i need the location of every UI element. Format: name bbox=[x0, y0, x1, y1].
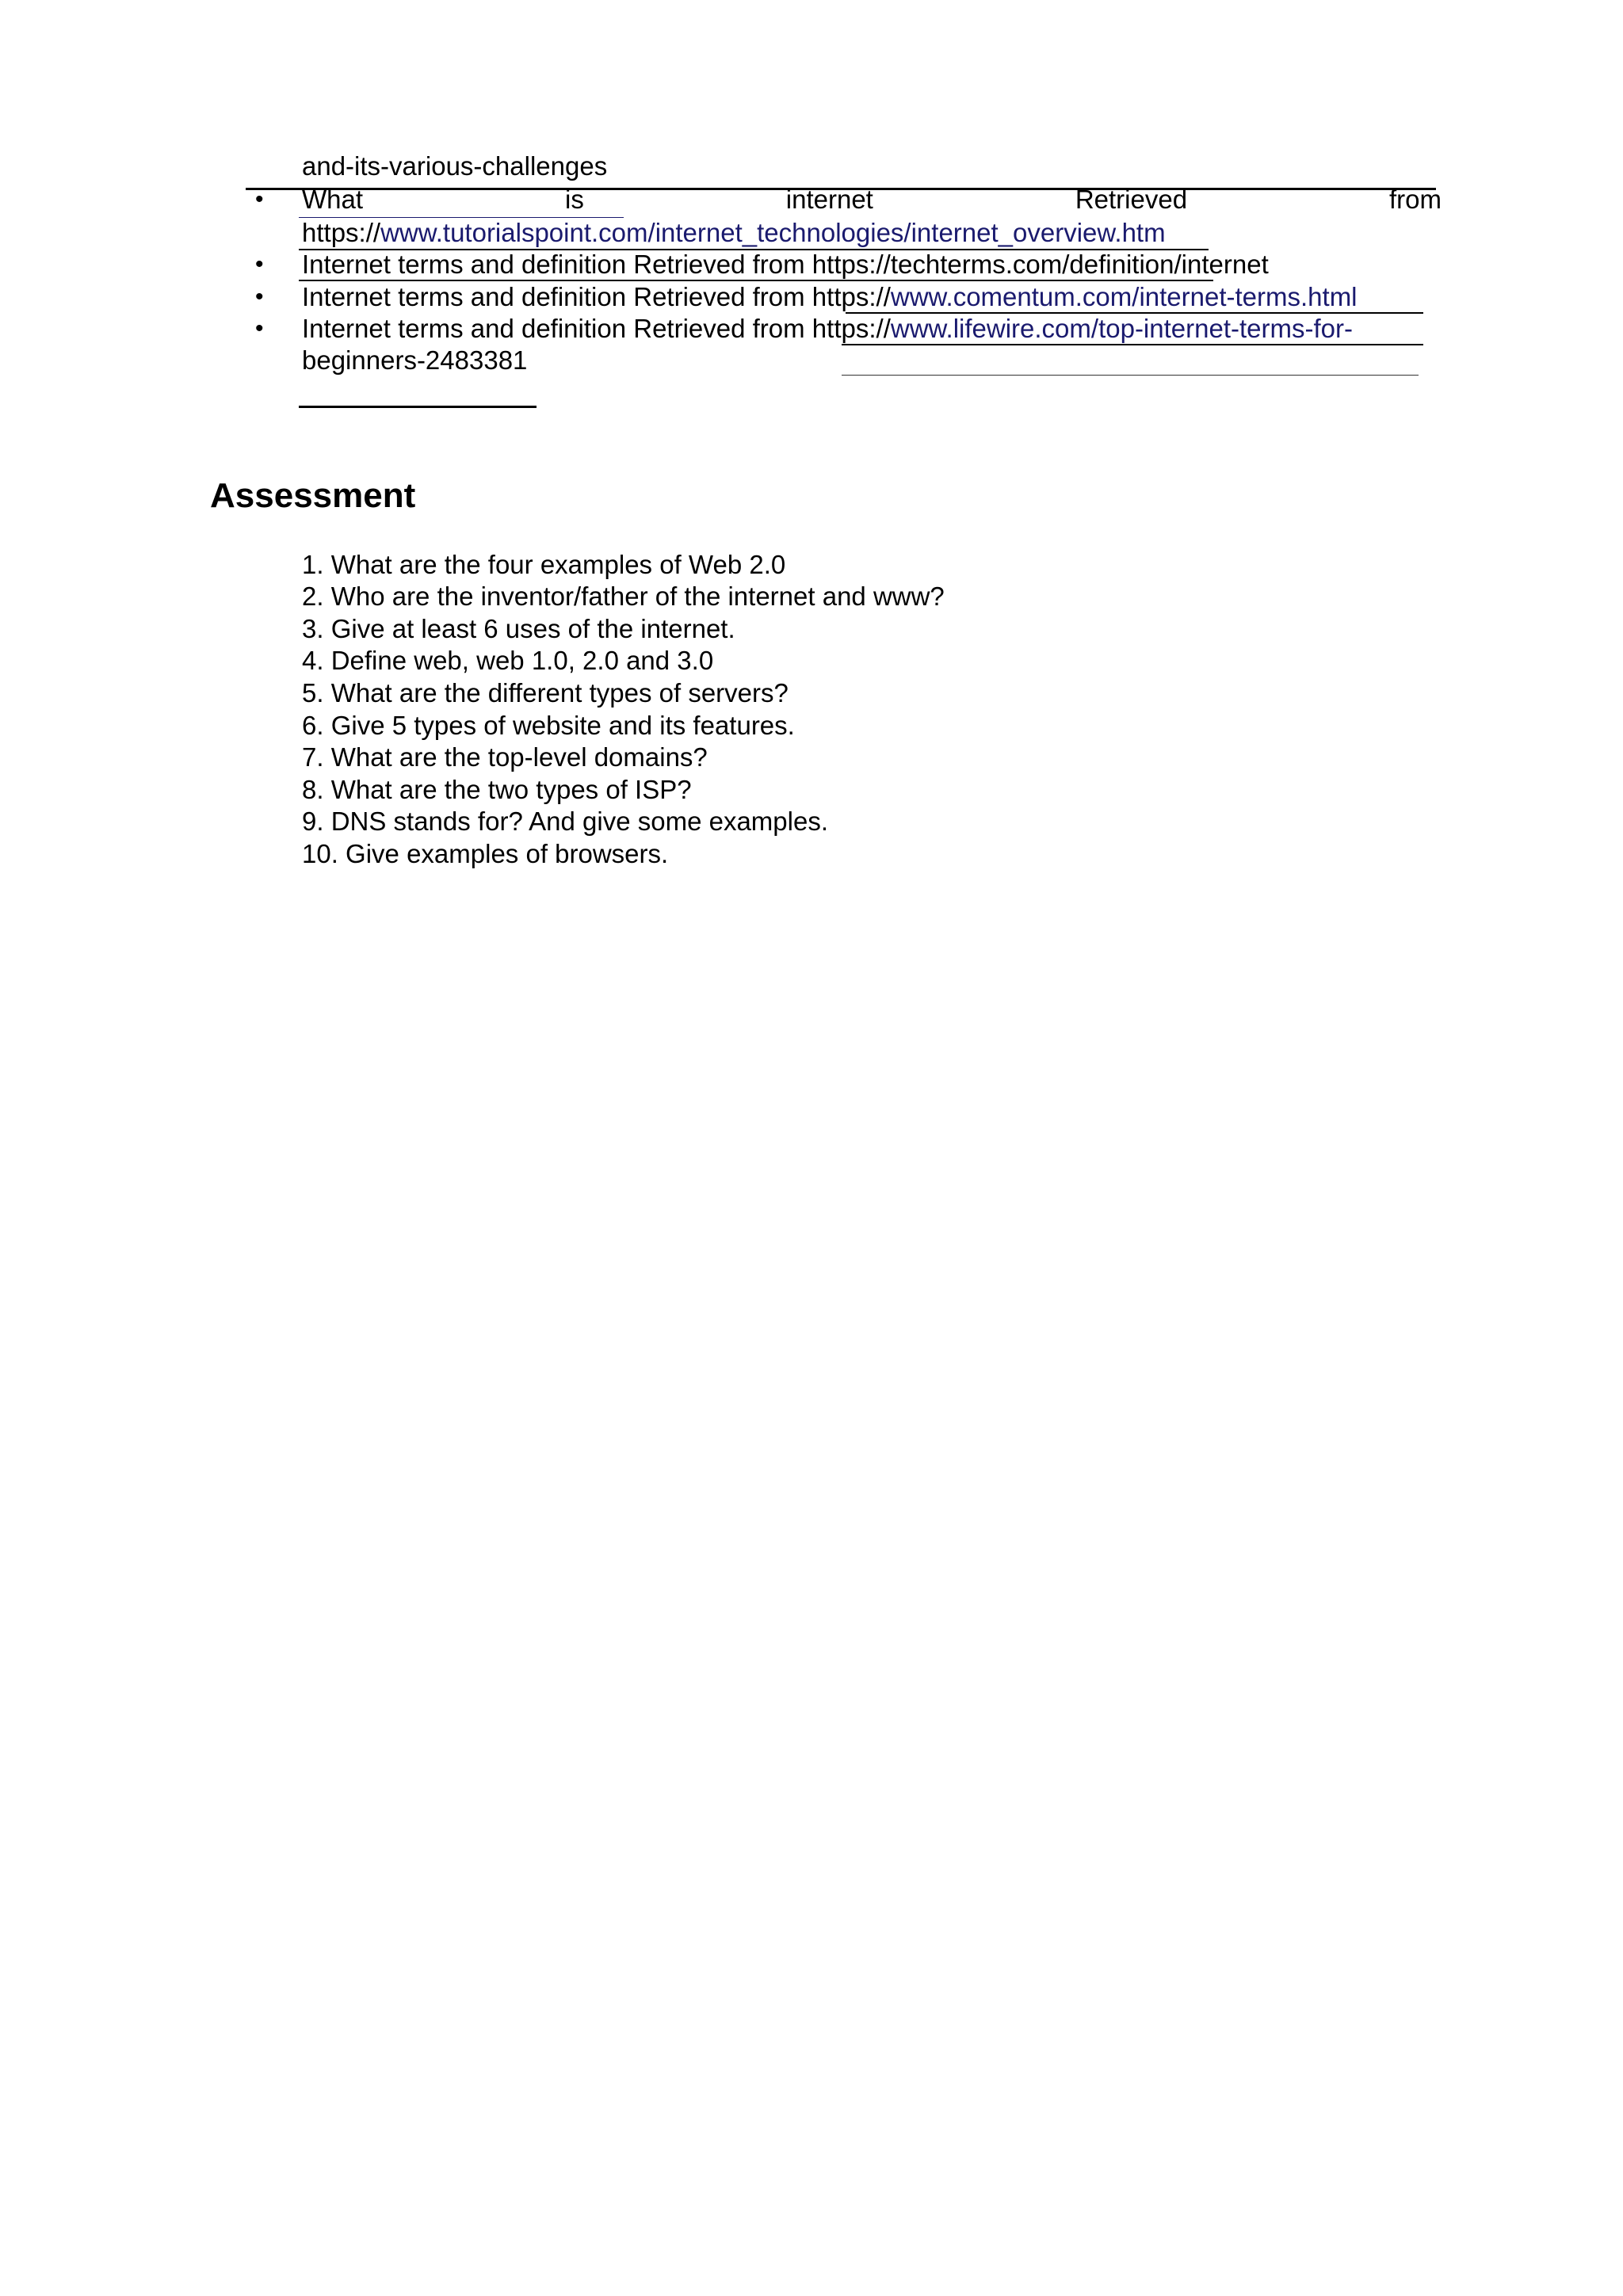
bullet-icon: • bbox=[255, 186, 264, 212]
reference-url-line bbox=[302, 217, 1166, 249]
reference-link[interactable]: www.lifewire.com/top-internet-terms-for- bbox=[890, 314, 1353, 343]
url-prefix: https:// bbox=[804, 314, 891, 343]
reference-text-line bbox=[302, 313, 1353, 345]
horizontal-rule bbox=[842, 375, 1419, 376]
question-item: 7. What are the top-level domains? bbox=[302, 742, 708, 772]
question-item: 6. Give 5 types of website and its features. bbox=[302, 711, 795, 740]
section-heading: Assessment bbox=[210, 476, 416, 515]
question-item: 2. Who are the inventor/father of the internet and www? bbox=[302, 582, 945, 611]
reference-text-line bbox=[302, 281, 1358, 313]
reference-word: from bbox=[1389, 185, 1442, 214]
bullet-icon: • bbox=[255, 251, 264, 277]
reference-word: is bbox=[564, 185, 584, 214]
reference-word: Retrieved bbox=[1075, 185, 1188, 214]
question-item: 8. What are the two types of ISP? bbox=[302, 775, 692, 804]
horizontal-rule bbox=[299, 406, 537, 408]
reference-word: internet bbox=[785, 185, 873, 214]
reference-text: Internet terms and definition Retrieved from bbox=[302, 314, 805, 343]
question-item: 10. Give examples of browsers. bbox=[302, 839, 669, 868]
horizontal-rule bbox=[842, 344, 1423, 345]
reference-link[interactable]: www.comentum.com/internet-terms.html bbox=[890, 282, 1358, 311]
question-item: 5. What are the different types of servers? bbox=[302, 678, 789, 707]
reference-link[interactable]: www.tutorialspoint.com/internet_technologies/internet_overview.htm bbox=[380, 218, 1166, 247]
reference-title-row bbox=[302, 184, 1442, 215]
question-item: 1. What are the four examples of Web 2.0 bbox=[302, 550, 786, 579]
bullet-icon: • bbox=[255, 315, 264, 341]
url-prefix: https:// bbox=[302, 218, 381, 247]
reference-continuation: and-its-various-challenges bbox=[302, 151, 608, 181]
url-prefix: https:// bbox=[804, 282, 891, 311]
question-item: 3. Give at least 6 uses of the internet. bbox=[302, 614, 735, 643]
reference-text: Internet terms and definition Retrieved from bbox=[302, 282, 805, 311]
question-item: 4. Define web, web 1.0, 2.0 and 3.0 bbox=[302, 646, 714, 675]
reference-continuation: beginners-2483381 bbox=[302, 345, 528, 375]
reference-word: What bbox=[302, 185, 364, 214]
question-item: 9. DNS stands for? And give some examples. bbox=[302, 807, 828, 836]
bullet-icon: • bbox=[255, 284, 264, 310]
reference-text: Internet terms and definition Retrieved from https://techterms.com/definition/internet bbox=[302, 250, 1269, 279]
